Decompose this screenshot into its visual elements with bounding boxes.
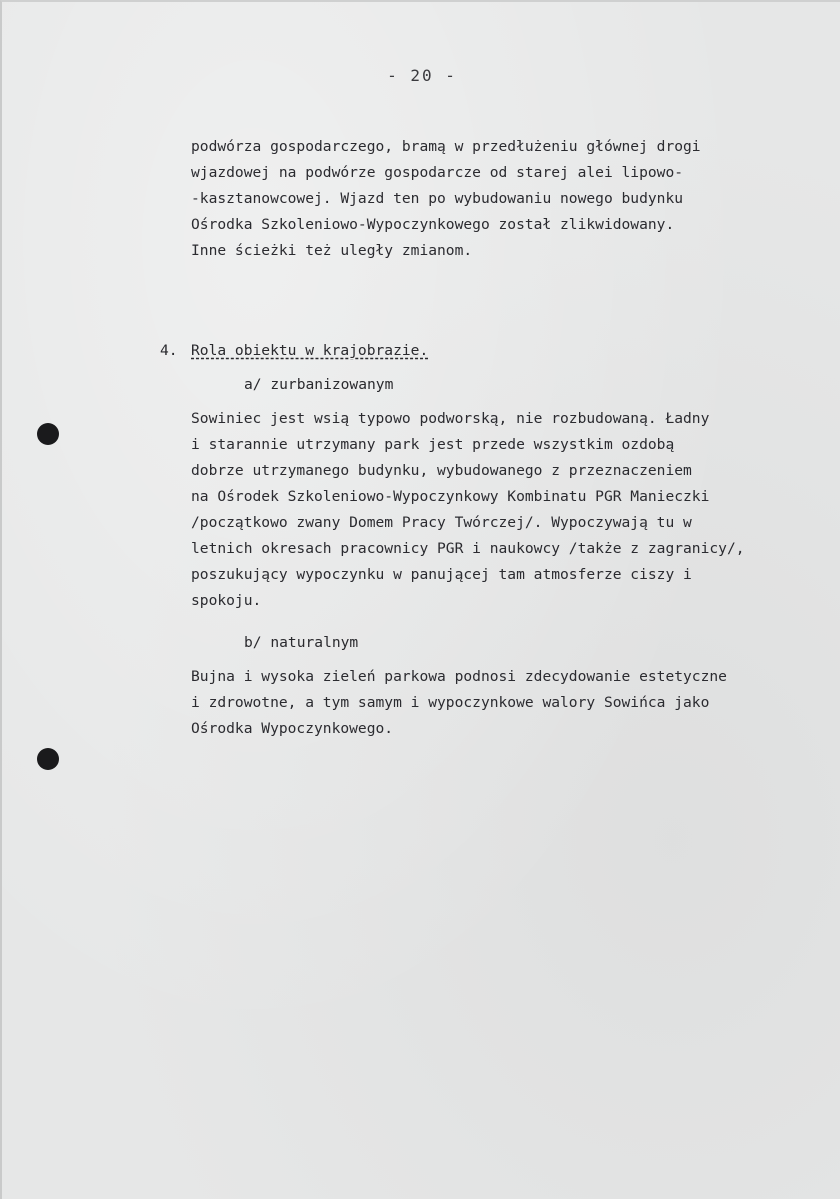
paragraph-line: Ośrodka Szkoleniowo-Wypoczynkowego został zlikwidowany. [191, 216, 675, 233]
paragraph-line: poszukujący wypoczynku w panującej tam atmosferze ciszy i [191, 566, 692, 583]
section-title: Rola obiektu w krajobrazie. [191, 342, 429, 359]
paragraph-line: na Ośrodek Szkoleniowo-Wypoczynkowy Kombinatu PGR Manieczki [191, 488, 710, 505]
paragraph-line: spokoju. [191, 592, 262, 609]
paragraph-line: Inne ścieżki też uległy zmianom. [191, 242, 473, 259]
paragraph-line: Ośrodka Wypoczynkowego. [191, 720, 394, 737]
paragraph-line: podwórza gospodarczego, bramą w przedłużeniu głównej drogi [191, 138, 701, 155]
paragraph-line: /początkowo zwany Domem Pracy Twórczej/. Wypoczywają tu w [191, 514, 692, 531]
paragraph-line: wjazdowej na podwórze gospodarcze od starej alei lipowo- [191, 164, 684, 181]
paragraph-line: -kasztanowcowej. Wjazd ten po wybudowaniu nowego budynku [191, 190, 684, 207]
paragraph-line: i zdrowotne, a tym samym i wypoczynkowe walory Sowińca jako [191, 694, 710, 711]
subsection-b-label: b/ naturalnym [244, 634, 359, 651]
paragraph-line: letnich okresach pracownicy PGR i naukowcy /także z zagranicy/, [191, 540, 745, 557]
paragraph-line: i starannie utrzymany park jest przede wszystkim ozdobą [191, 436, 675, 453]
paragraph-line: dobrze utrzymanego budynku, wybudowanego z przeznaczeniem [191, 462, 692, 479]
paragraph-line: Bujna i wysoka zieleń parkowa podnosi zdecydowanie estetyczne [191, 668, 727, 685]
binder-hole-bottom [37, 748, 59, 770]
section-number: 4. [160, 342, 178, 359]
paragraph-line: Sowiniec jest wsią typowo podworską, nie rozbudowaną. Ładny [191, 410, 710, 427]
page-number: - 20 - [387, 66, 457, 85]
binder-hole-top [37, 423, 59, 445]
subsection-a-label: a/ zurbanizowanym [244, 376, 394, 393]
